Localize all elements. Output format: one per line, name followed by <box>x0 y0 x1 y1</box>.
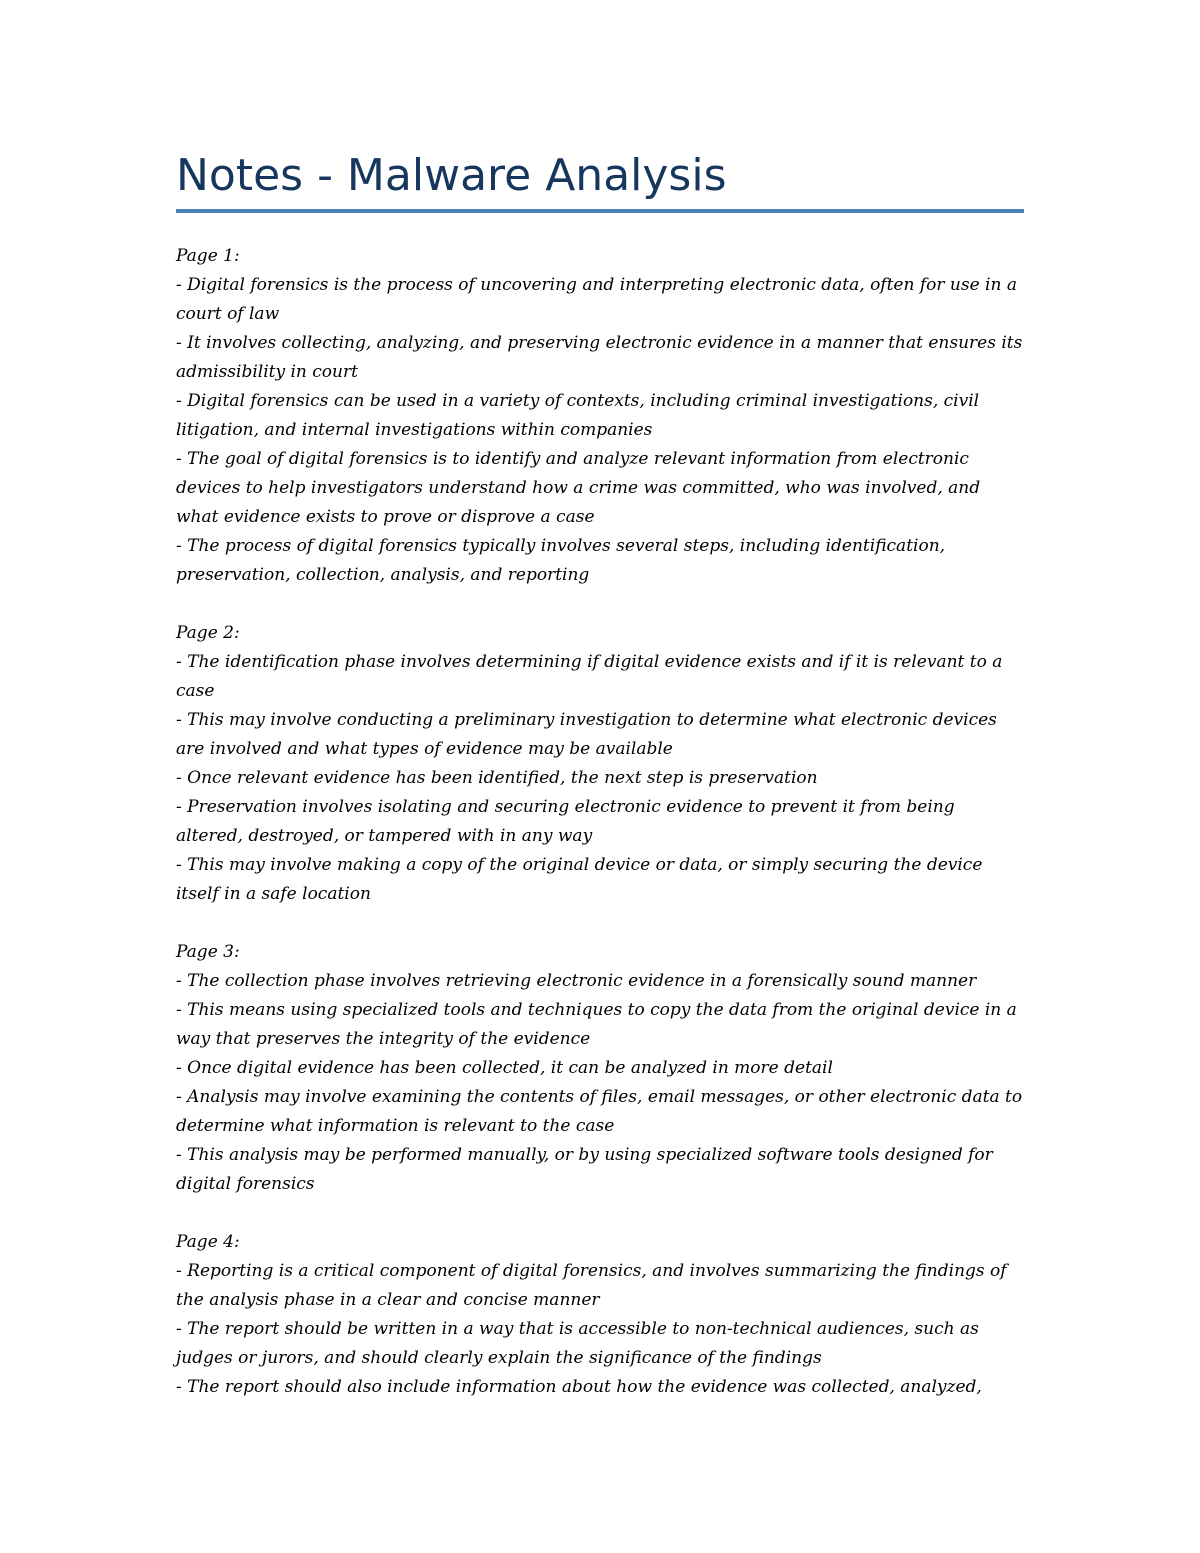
note-line: - The collection phase involves retrieving electronic evidence in a forensically sound manner <box>176 971 977 991</box>
section-heading: Page 4: <box>176 1232 240 1252</box>
note-line: - The report should also include information about how the evidence was collected, analyzed, <box>176 1377 982 1397</box>
note-line: - It involves collecting, analyzing, and preserving electronic evidence in a manner that ensures its admissibility in court <box>176 333 1023 382</box>
note-line: - Preservation involves isolating and securing electronic evidence to prevent it from being altered, destroyed, or tampered with in any way <box>176 797 955 846</box>
notes-section-page-4 <box>176 1228 1026 1402</box>
note-line: - This means using specialized tools and techniques to copy the data from the original device in a way that preserves the integrity of the evidence <box>176 1000 1017 1049</box>
section-heading: Page 1: <box>176 246 240 266</box>
note-line: - Reporting is a critical component of digital forensics, and involves summarizing the findings of the analysis phase in a clear and concise manner <box>176 1261 1007 1310</box>
title-underline <box>176 209 1024 213</box>
note-line: - Once digital evidence has been collected, it can be analyzed in more detail <box>176 1058 833 1078</box>
notes-section-page-3 <box>176 938 1026 1199</box>
notes-body <box>176 242 1026 1431</box>
note-line: - This may involve making a copy of the original device or data, or simply securing the device itself in a safe location <box>176 855 983 904</box>
note-line: - The goal of digital forensics is to identify and analyze relevant information from electronic devices to help investigators understand how a crime was committed, who was involved, and what evidence exists to prove or disprove a case <box>176 449 981 527</box>
note-line: - The process of digital forensics typically involves several steps, including identification, preservation, collection, analysis, and reporting <box>176 536 946 585</box>
note-line: - The identification phase involves determining if digital evidence exists and if it is relevant to a case <box>176 652 1003 701</box>
note-line: - The report should be written in a way that is accessible to non-technical audiences, such as judges or jurors, and should clearly explain the significance of the findings <box>176 1319 979 1368</box>
note-line: - Once relevant evidence has been identified, the next step is preservation <box>176 768 818 788</box>
notes-section-page-1 <box>176 242 1026 590</box>
section-heading: Page 2: <box>176 623 240 643</box>
note-line: - This analysis may be performed manually, or by using specialized software tools designed for digital forensics <box>176 1145 993 1194</box>
notes-section-page-2 <box>176 619 1026 909</box>
note-line: - Analysis may involve examining the contents of files, email messages, or other electronic data to determine what information is relevant to the case <box>176 1087 1023 1136</box>
note-line: - This may involve conducting a preliminary investigation to determine what electronic devices are involved and what types of evidence may be available <box>176 710 997 759</box>
note-line: - Digital forensics can be used in a variety of contexts, including criminal investigations, civil litigation, and internal investigations within companies <box>176 391 980 440</box>
page-title: Notes - Malware Analysis <box>176 150 727 201</box>
section-heading: Page 3: <box>176 942 240 962</box>
note-line: - Digital forensics is the process of uncovering and interpreting electronic data, often for use in a court of law <box>176 275 1017 324</box>
